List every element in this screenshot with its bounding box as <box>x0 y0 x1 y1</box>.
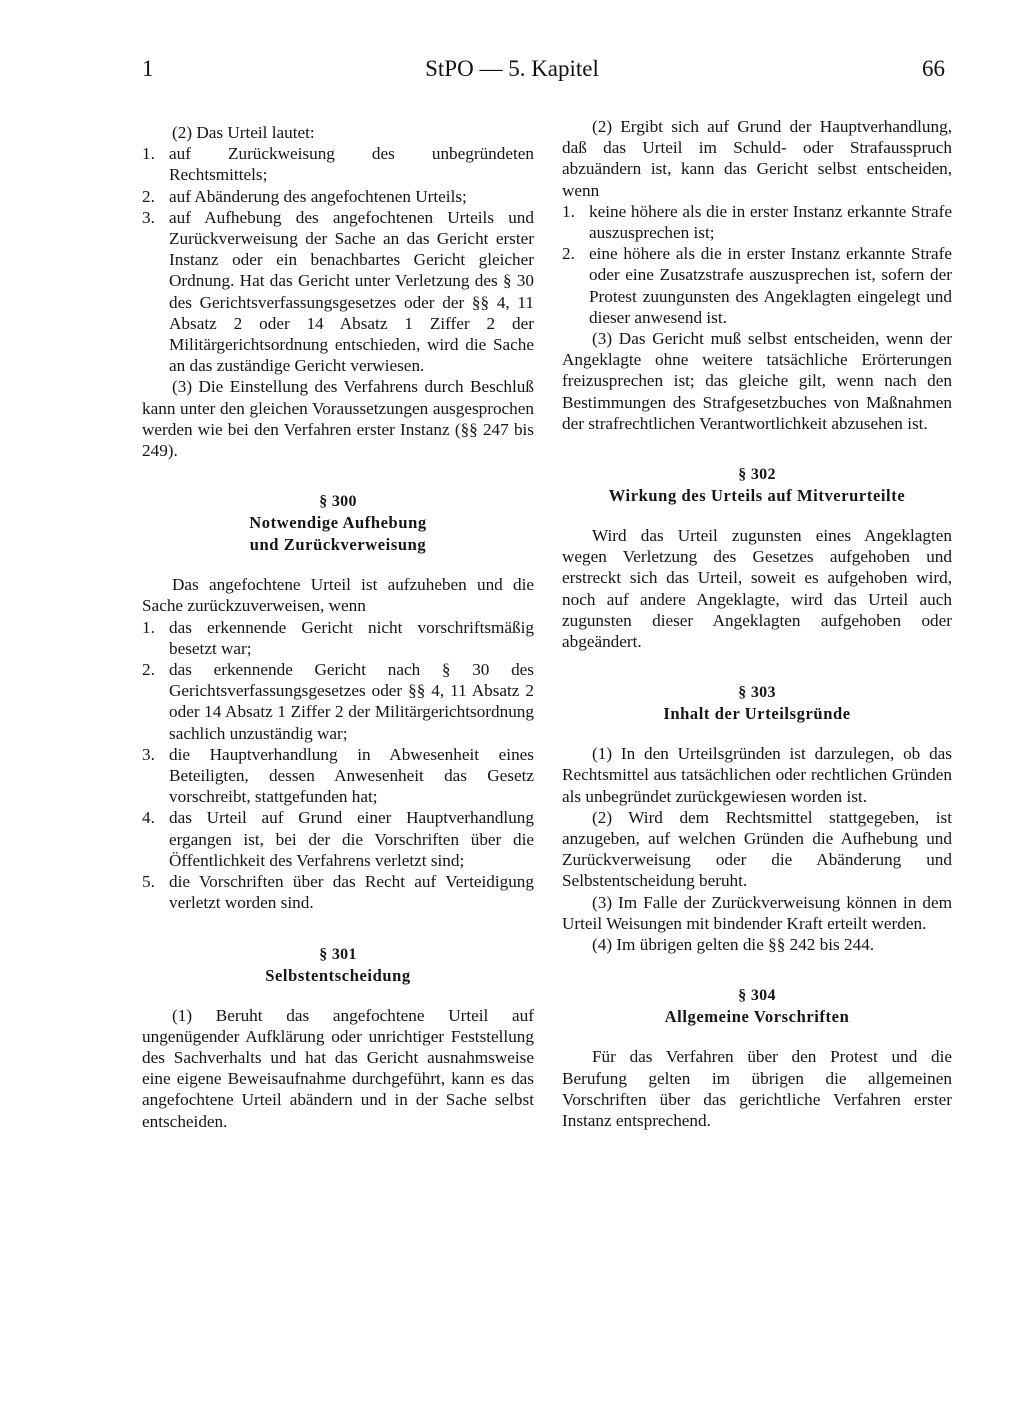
list-item <box>142 659 534 744</box>
list-text: auf Aufhebung des angefochtenen Urteils und Zurückverweisung der Sache an das Gericht erster Instanz oder ein benachbartes Gericht gleicher Ordnung. Hat das Gericht unter Verletzung des § 30 des Gerichtsverfassungsgesetzes oder der §§ 4, 11 Absatz 2 oder 14 Absatz 1 Ziffer 2 der Militärgerichtsordnung entschieden, wird die Sache an das zuständige Gericht verwiesen. <box>169 207 534 376</box>
section-300-intro: Das angefochtene Urteil ist aufzuheben und die Sache zurückzuverweisen, wenn <box>142 575 534 616</box>
list-item <box>142 207 534 377</box>
section-303-paragraph-3: (3) Im Falle der Zurückverweisung können in dem Urteil Weisungen mit bindender Kraft erteilt werden. <box>562 892 952 933</box>
list-item <box>562 201 952 243</box>
section-301-paragraph-3: (3) Das Gericht muß selbst entscheiden, wenn der Angeklagte ohne weitere tatsächliche Erörterungen freizusprechen ist; das gleiche gilt, wenn nach den Bestimmungen des Strafgesetzbuches von Maßnahmen der strafrechtlichen Verantwortlichkeit abzusehen ist. <box>562 329 952 433</box>
section-301-paragraph-1: (1) Beruht das angefochtene Urteil auf ungenügender Aufklärung oder unrichtiger Feststellung des Sachverhalts und hat das Gericht ausnahmsweise eine eigene Beweisaufnahme durchgeführt, kann es das angefochtene Urteil abändern und in der Sache selbst entscheiden. <box>142 1005 534 1131</box>
list-item <box>562 243 952 328</box>
section-300-title-line1: Notwendige Aufhebung <box>249 513 427 533</box>
list-number: 2. <box>142 660 155 680</box>
list-text: auf Abänderung des angefochtenen Urteils; <box>169 186 467 206</box>
section-304-title: Allgemeine Vorschriften <box>664 1007 850 1027</box>
right-column <box>562 116 952 1131</box>
section-303-number: § 303 <box>738 684 776 702</box>
list-number: 2. <box>562 244 575 264</box>
list-number: 2. <box>142 186 155 206</box>
left-column <box>142 122 534 1132</box>
list-number: 1. <box>142 617 155 637</box>
list-item <box>142 617 534 659</box>
section-300-title-line2: und Zurückverweisung <box>249 535 427 555</box>
list-item <box>142 807 534 871</box>
section-301-paragraph-2: (2) Ergibt sich auf Grund der Hauptverhandlung, daß das Urteil im Schuld- oder Strafausspruch abzuändern ist, kann das Gericht selbst entscheiden, wenn <box>562 117 952 200</box>
list-text: die Vorschriften über das Recht auf Verteidigung verletzt worden sind. <box>169 872 534 913</box>
list-number: 3. <box>142 207 155 227</box>
list-number: 5. <box>142 872 155 892</box>
paragraph-3: (3) Die Einstellung des Verfahrens durch Beschluß kann unter den gleichen Voraussetzungen ausgesprochen werden wie bei den Verfahren erster Instanz (§§ 247 bis 249). <box>142 377 534 461</box>
list-text: das Urteil auf Grund einer Hauptverhandlung ergangen ist, bei der die Vorschriften über die Öffentlichkeit des Verfahrens verletzt sind; <box>169 808 534 870</box>
list-item <box>142 186 534 207</box>
list-number: 3. <box>142 744 155 764</box>
list-text: das erkennende Gericht nach § 30 des Gerichtsverfassungsgesetzes oder §§ 4, 11 Absatz 2 oder 14 Absatz 1 Ziffer 2 der Militärgerichtsordnung sachlich unzuständig war; <box>169 660 534 743</box>
list-text: keine höhere als die in erster Instanz erkannte Strafe auszusprechen ist; <box>589 201 952 243</box>
list-item <box>142 744 534 808</box>
section-302-paragraph: Wird das Urteil zugunsten eines Angeklagten wegen Verletzung des Gesetzes aufgehoben und erstreckt sich das Urteil, soweit es aufgehoben wird, noch auf andere Angeklagte, wird das Urteil auch zugunsten dieser Angeklagten aufgehoben oder abgeändert. <box>562 526 952 652</box>
section-301-number: § 301 <box>319 945 357 963</box>
list-text: das erkennende Gericht nicht vorschriftsmäßig besetzt war; <box>169 617 534 658</box>
list-text: eine höhere als die in erster Instanz erkannte Strafe oder eine Zusatzstrafe auszusprechen ist, sofern der Protest zuungunsten des Angeklagten eingelegt und dieser anwesend ist. <box>589 244 952 327</box>
running-header: StPO — 5. Kapitel <box>425 56 599 81</box>
section-304-number: § 304 <box>738 987 776 1005</box>
section-303-paragraph-2: (2) Wird dem Rechtsmittel stattgegeben, ist anzugeben, auf welchen Gründen die Aufhebung und Zurückverweisung oder die Abänderung und Selbstentscheidung beruht. <box>562 807 952 891</box>
section-304-paragraph: Für das Verfahren über den Protest und die Berufung gelten im übrigen die allgemeinen Vorschriften über das gerichtliche Verfahren erster Instanz entsprechend. <box>562 1047 952 1130</box>
section-302-title: Wirkung des Urteils auf Mitverurteilte <box>608 486 906 506</box>
list-item <box>142 143 534 185</box>
list-number: 4. <box>142 808 155 828</box>
section-301-title: Selbstentscheidung <box>265 965 411 985</box>
section-303-paragraph-1: (1) In den Urteilsgründen ist darzulegen, ob das Rechtsmittel aus tatsächlichen oder rechtlichen Gründen als unbegründet zurückgewiesen worden ist. <box>562 744 952 806</box>
section-303-paragraph-4: (4) Im übrigen gelten die §§ 242 bis 244. <box>592 935 875 955</box>
page-number: 66 <box>922 56 945 81</box>
section-302-number: § 302 <box>738 466 776 484</box>
list-number: 1. <box>562 201 575 221</box>
list-text: auf Zurückweisung des unbegründeten Rechtsmittels; <box>169 144 534 185</box>
section-303-title: Inhalt der Urteilsgründe <box>663 704 851 724</box>
list-text: die Hauptverhandlung in Abwesenheit eines Beteiligten, dessen Anwesenheit das Gesetz vorschreibt, stattgefunden hat; <box>169 744 534 807</box>
list-number: 1. <box>142 144 155 164</box>
paragraph-2-intro: (2) Das Urteil lautet: <box>172 123 315 142</box>
section-300-number: § 300 <box>319 493 357 511</box>
list-item <box>142 871 534 913</box>
page-marker: 1 <box>142 56 154 81</box>
